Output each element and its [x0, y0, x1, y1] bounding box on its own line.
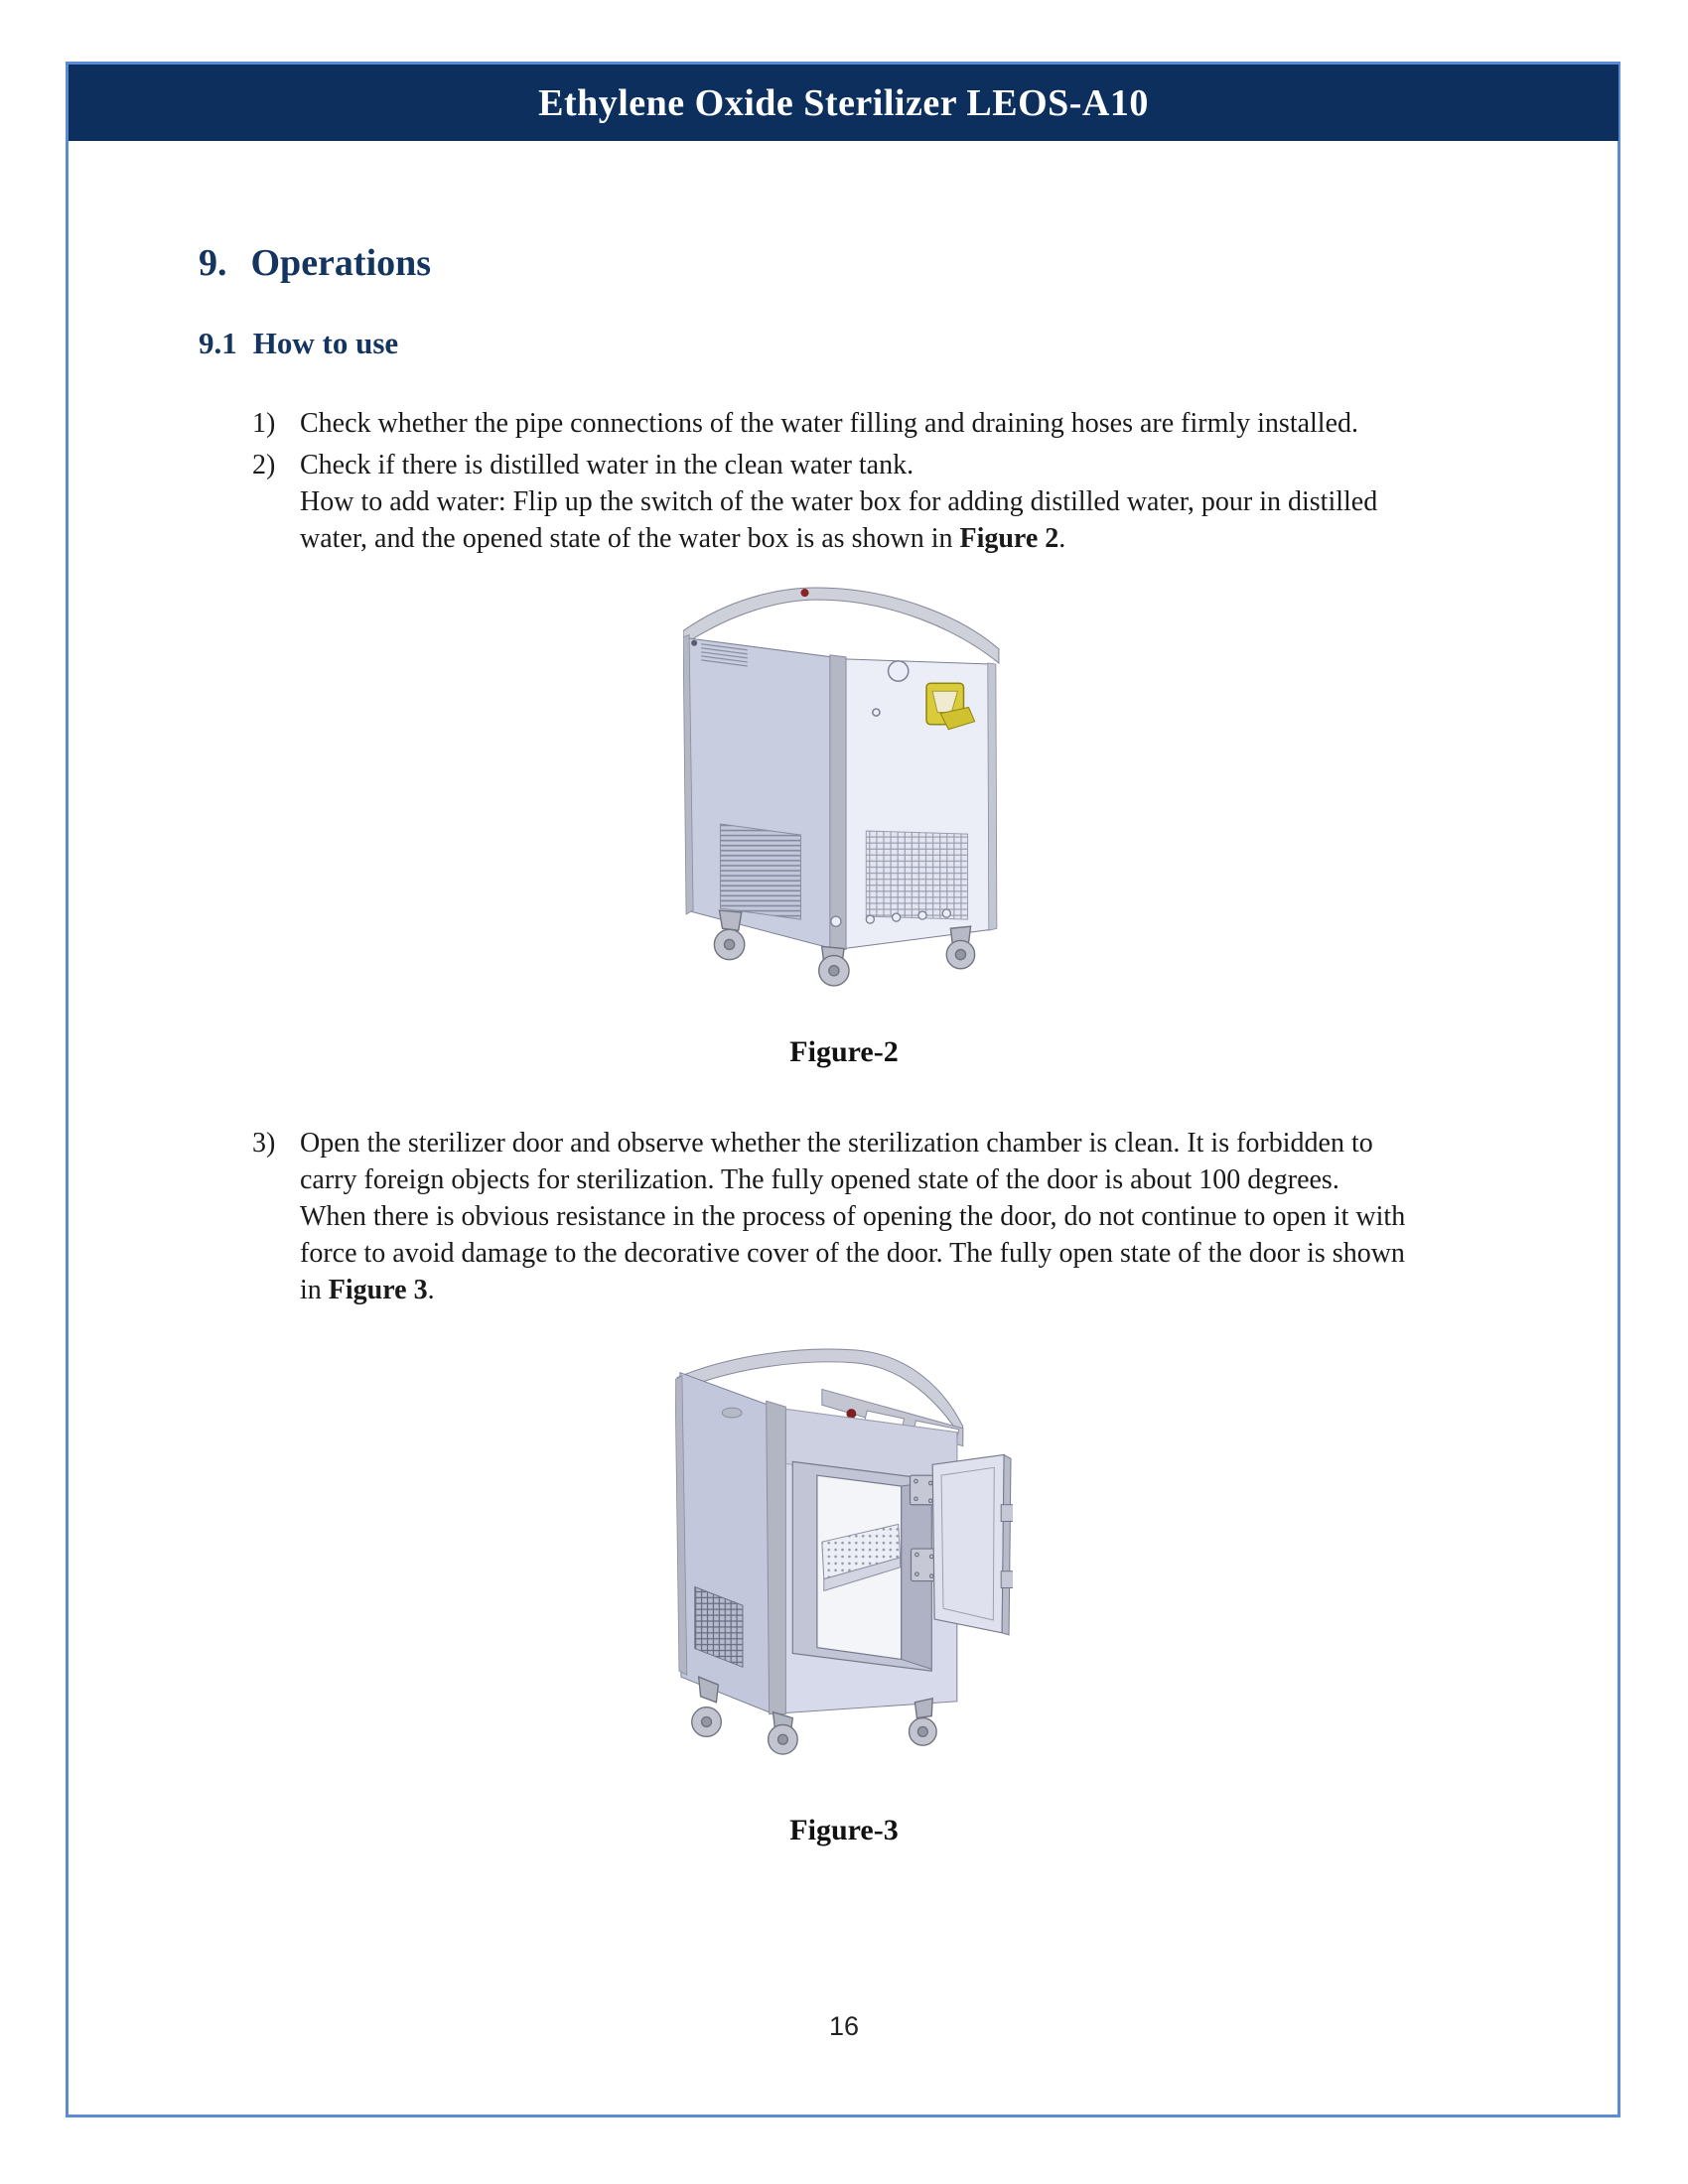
figure-3-caption: Figure-3: [789, 1814, 899, 1846]
list-item-text: [300, 1125, 1412, 1308]
subsection-number: 9.1: [199, 326, 237, 360]
figure-2-caption: Figure-2: [789, 1035, 899, 1068]
subsection-title: How to use: [252, 326, 399, 360]
list-item-text: [300, 405, 1412, 442]
figure-reference: Figure 2: [959, 523, 1059, 554]
document-header: [69, 65, 1618, 141]
list-item-marker: 2): [252, 450, 276, 480]
figure-3-image: [675, 1348, 1013, 1759]
list-item-marker: 1): [252, 408, 276, 439]
document-title: Ethylene Oxide Sterilizer LEOS-A10: [538, 81, 1149, 124]
paragraph: [300, 483, 1412, 557]
list-item-text: [300, 447, 1412, 557]
list-item: [252, 405, 1489, 442]
figure-reference: Figure 3: [328, 1275, 428, 1305]
numbered-list: [199, 405, 1489, 557]
list-item-marker: 3): [252, 1128, 276, 1159]
text-run: How to add water: Flip up the switch of the water box for adding distilled water, pour in distilled water, and the opened state of the water box is as shown in: [300, 486, 1378, 554]
numbered-list-continued: [199, 1125, 1489, 1308]
paragraph: [300, 1125, 1412, 1308]
paragraph: Check whether the pipe connections of the water filling and draining hoses are firmly installed.: [300, 408, 1359, 439]
figure-2-image: [683, 587, 1005, 989]
text-run: .: [1058, 523, 1066, 554]
list-item: [252, 447, 1489, 557]
section-number: 9.: [199, 242, 227, 284]
page-number: 16: [828, 2011, 860, 2041]
page-content: [199, 141, 1489, 1847]
section-title: Operations: [250, 242, 432, 284]
paragraph: Check if there is distilled water in the clean water tank.: [300, 450, 914, 480]
section-heading: [199, 240, 1489, 286]
text-run: Open the sterilizer door and observe whether the sterilization chamber is clean. It is forbidden to carry foreign objects for sterilization. The fully opened state of the door is about 100 degrees. When there is obvious resistance in the process of opening the door, do not continue to open it with force to avoid damage to the decorative cover of the door. The fully open state of the door is shown in: [300, 1128, 1406, 1305]
text-run: .: [427, 1275, 435, 1305]
figure-2: [199, 587, 1489, 1069]
subsection-heading: [199, 326, 1489, 361]
list-item: [252, 1125, 1489, 1308]
figure-3: [199, 1348, 1489, 1847]
